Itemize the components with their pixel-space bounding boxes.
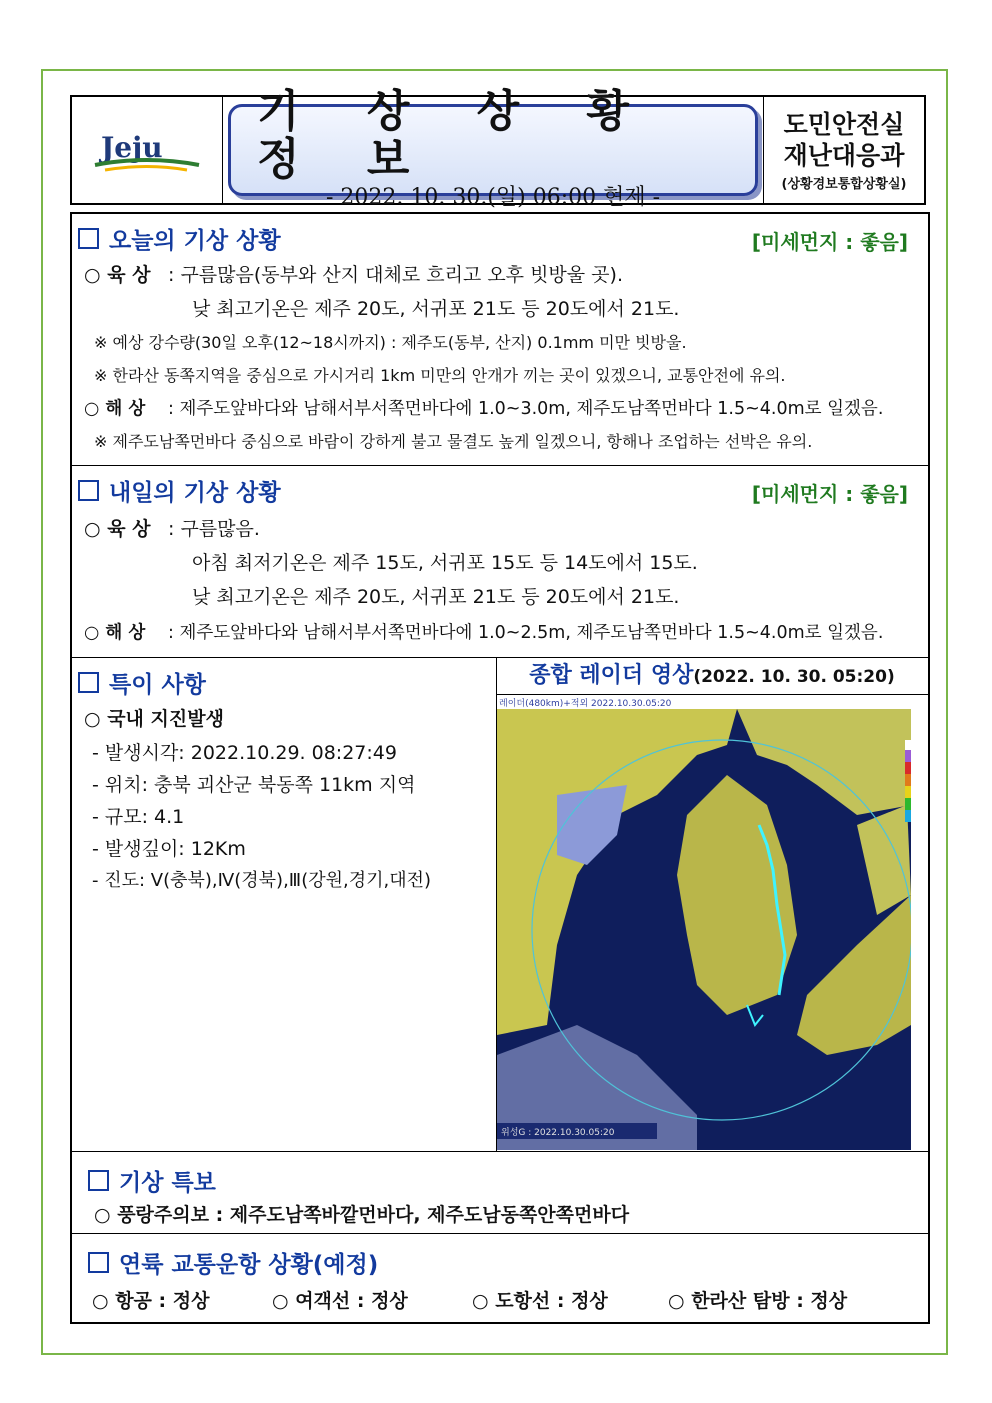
radar-top-caption: 레이더(480km)+적외 2022.10.30.05:20 (499, 699, 672, 709)
jeju-logo-icon (87, 125, 207, 175)
special-item: - 진도: Ⅴ(충북),Ⅳ(경북),Ⅲ(강원,경기,대전) (92, 870, 432, 891)
radar-datetime: (2022. 10. 30. 05:20) (693, 667, 895, 687)
traffic-title: 연륙 교통운항 상황(예정) (119, 1252, 379, 1278)
checkbox-icon (78, 228, 99, 249)
org-line1: 도민안전실 (783, 109, 905, 139)
tomorrow-land-line1: : 구름많음. (168, 518, 260, 540)
warning-line: ○ 풍랑주의보 : 제주도남쪽바깥먼바다, 제주도남동쪽안쪽먼바다 (94, 1204, 630, 1226)
special-title: 특이 사항 (109, 672, 206, 698)
logo (72, 97, 223, 203)
tomorrow-sea-label: ○ 해 상 (84, 623, 146, 643)
special-item: - 규모: 4.1 (92, 806, 185, 828)
org-info (763, 97, 924, 203)
title-box (228, 86, 758, 210)
warning-section (72, 1152, 928, 1234)
tomorrow-title: 내일의 기상 상황 (109, 480, 281, 506)
checkbox-icon (88, 1170, 109, 1191)
traffic-item: ○ 도항선 : 정상 (472, 1290, 608, 1312)
page-title: 기 상 상 황 정 보 (257, 86, 655, 185)
radar-image (497, 695, 911, 1150)
today-dust: [미세먼지 : 좋음] (751, 230, 908, 254)
today-land-label: ○ 육 상 (84, 264, 151, 286)
special-item: - 위치: 충북 괴산군 북동쪽 11km 지역 (92, 774, 416, 796)
radar-title-text: 종합 레이더 영상 (529, 663, 694, 688)
checkbox-icon (88, 1252, 109, 1273)
traffic-section (72, 1234, 928, 1322)
org-line3: (상황경보통합상황실) (781, 176, 907, 192)
page-subtitle: - 2022. 10. 30.(일) 06:00 현제 - (325, 185, 661, 210)
radar-title (496, 658, 928, 695)
header (70, 86, 926, 210)
traffic-item: ○ 여객선 : 정상 (272, 1290, 408, 1312)
tomorrow-land-label: ○ 육 상 (84, 518, 151, 540)
special-item: - 발생깊이: 12Km (92, 838, 246, 860)
today-section (72, 214, 928, 466)
today-note1: ※ 예상 강수량(30일 오후(12~18시까지) : 제주도(동부, 산지) 0.1mm 미만 빗방울. (94, 333, 687, 352)
special-item: - 발생시각: 2022.10.29. 08:27:49 (92, 742, 397, 764)
checkbox-icon (78, 480, 99, 501)
tomorrow-land-line2: 아침 최저기온은 제주 15도, 서귀포 15도 등 14도에서 15도. (192, 552, 698, 574)
today-title: 오늘의 기상 상황 (109, 228, 281, 254)
today-note3: ※ 제주도남쪽먼바다 중심으로 바람이 강하게 불고 물결도 높게 일겠으니, 항해나 조업하는 선박은 유의. (94, 432, 813, 451)
tomorrow-section (72, 466, 928, 658)
today-land-line2: 낮 최고기온은 제주 20도, 서귀포 21도 등 20도에서 21도. (192, 298, 680, 320)
logo-text: Jeju (101, 131, 163, 164)
today-sea-line: : 제주도앞바다와 남해서부서쪽먼바다에 1.0~3.0m, 제주도남쪽먼바다 1.5~4.0m로 일겠음. (168, 399, 884, 419)
radar-map-icon (497, 695, 911, 1150)
tomorrow-dust: [미세먼지 : 좋음] (751, 482, 908, 506)
special-heading: ○ 국내 지진발생 (84, 708, 224, 730)
traffic-item: ○ 한라산 탐방 : 정상 (668, 1290, 848, 1312)
warning-title: 기상 특보 (119, 1170, 216, 1196)
tomorrow-land-line3: 낮 최고기온은 제주 20도, 서귀포 21도 등 20도에서 21도. (192, 586, 680, 608)
report-body (70, 212, 930, 1324)
org-line2: 재난대응과 (783, 140, 905, 170)
today-sea-label: ○ 해 상 (84, 399, 146, 419)
checkbox-icon (78, 672, 99, 693)
traffic-item: ○ 항공 : 정상 (92, 1290, 210, 1312)
today-land-line1: : 구름많음(동부와 산지 대체로 흐리고 오후 빗방울 곳). (168, 264, 623, 286)
radar-bottom-caption: 위성G : 2022.10.30.05:20 (501, 1128, 615, 1138)
special-section (72, 658, 928, 1152)
tomorrow-sea-line: : 제주도앞바다와 남해서부서쪽먼바다에 1.0~2.5m, 제주도남쪽먼바다 1.5~4.0m로 일겠음. (168, 623, 884, 643)
today-note2: ※ 한라산 동쪽지역을 중심으로 가시거리 1km 미만의 안개가 끼는 곳이 있겠으니, 교통안전에 유의. (94, 366, 786, 385)
